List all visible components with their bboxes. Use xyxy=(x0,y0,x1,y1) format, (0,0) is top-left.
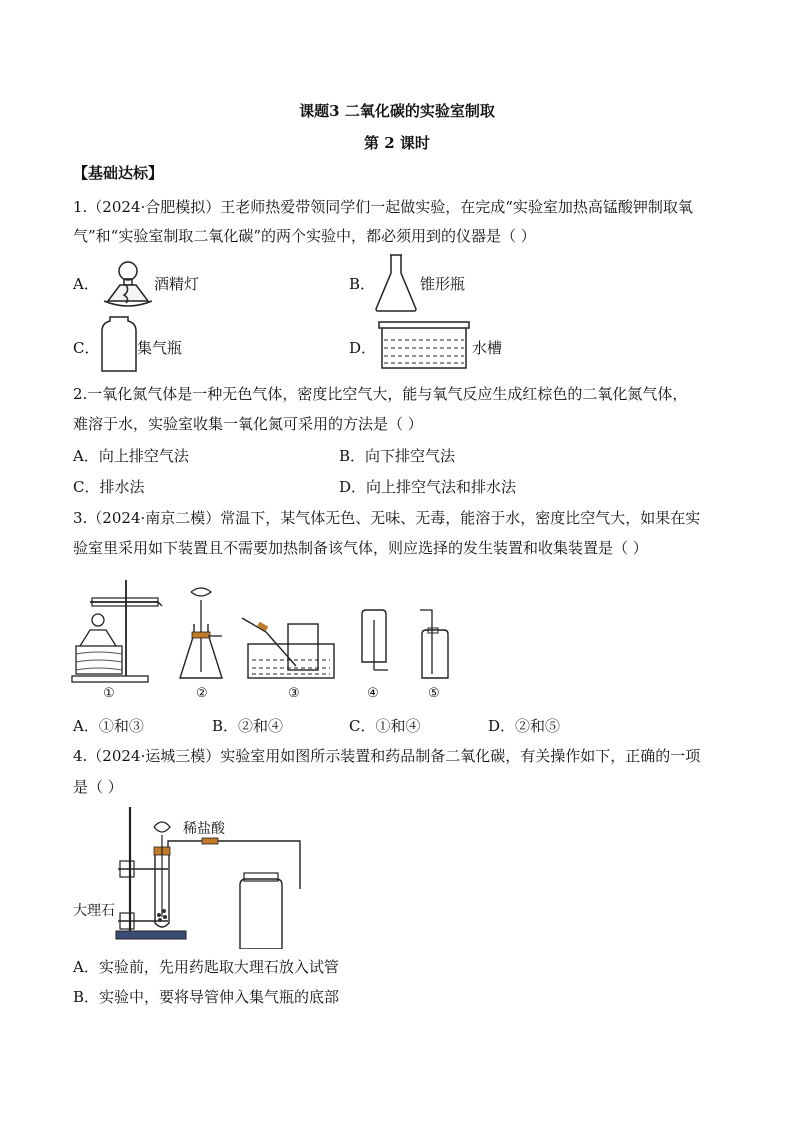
gas-jar-figure xyxy=(100,315,138,373)
q2-option-a: A．向上排空气法 xyxy=(73,447,189,465)
co2-setup-figure xyxy=(110,803,410,949)
q3-option-b: B．②和④ xyxy=(212,717,284,735)
conical-flask-figure xyxy=(374,253,418,313)
q1-option-c-label: 集气瓶 xyxy=(137,339,183,357)
q1-option-a-label: 酒精灯 xyxy=(154,275,200,293)
q4-line2: 是（ ） xyxy=(73,778,123,796)
q3-option-a: A．①和③ xyxy=(73,717,144,735)
q3-option-c: C．①和④ xyxy=(349,717,421,735)
label-dilute-hcl: 稀盐酸 xyxy=(183,821,225,837)
q1-line1: 1.（2024·合肥模拟）王老师热爱带领同学们一起做实验，在完成“实验室加热高锰酸钾制取氧 xyxy=(73,198,693,216)
section-heading: 【基础达标】 xyxy=(73,164,164,182)
apparatus-label-3: ③ xyxy=(288,686,300,701)
q1-option-b-label: 锥形瓶 xyxy=(420,275,466,293)
apparatus-label-5: ⑤ xyxy=(428,686,440,701)
q3-option-d: D．②和⑤ xyxy=(488,717,561,735)
page-title: 课题3 二氧化碳的实验室制取 xyxy=(299,102,495,120)
q1-option-c-letter: C． xyxy=(73,339,100,357)
label-marble: 大理石 xyxy=(73,903,115,919)
q2-line2: 难溶于水，实验室收集一氧化氮可采用的方法是（ ） xyxy=(73,415,423,433)
alcohol-lamp-figure xyxy=(100,257,156,313)
q4-line1: 4.（2024·运城三模）实验室用如图所示装置和药品制备二氧化碳，有关操作如下，正确的一项 xyxy=(73,747,701,765)
q4-option-b: B．实验中，要将导管伸入集气瓶的底部 xyxy=(73,988,340,1006)
apparatus-label-2: ② xyxy=(196,686,208,701)
q2-option-b: B．向下排空气法 xyxy=(339,447,456,465)
page-subtitle: 第 2 课时 xyxy=(364,134,430,152)
q1-option-d-letter: D． xyxy=(349,339,377,357)
apparatus-label-4: ④ xyxy=(367,686,379,701)
apparatus-label-1: ① xyxy=(103,686,115,701)
q1-line2: 气”和“实验室制取二氧化碳”的两个实验中，都必须用到的仪器是（ ） xyxy=(73,227,536,245)
q1-option-d-label: 水槽 xyxy=(472,339,503,357)
q2-line1: 2.一氧化氮气体是一种无色气体，密度比空气大，能与氧气反应生成红棕色的二氧化氮气体， xyxy=(73,385,688,403)
q1-option-b-letter: B． xyxy=(349,275,376,293)
water-trough-figure xyxy=(378,320,470,372)
q4-option-a: A．实验前，先用药匙取大理石放入试管 xyxy=(73,958,339,976)
apparatus-row-figure xyxy=(70,570,460,685)
q2-option-c: C．排水法 xyxy=(73,478,145,496)
q1-option-a-letter: A． xyxy=(73,275,99,293)
q2-option-d: D．向上排空气法和排水法 xyxy=(339,478,517,496)
q3-line1: 3.（2024·南京二模）常温下，某气体无色、无味、无毒，能溶于水，密度比空气大，如果在实 xyxy=(73,509,701,527)
q3-line2: 验室里采用如下装置且不需要加热制备该气体，则应选择的发生装置和收集装置是（ ） xyxy=(73,539,648,557)
